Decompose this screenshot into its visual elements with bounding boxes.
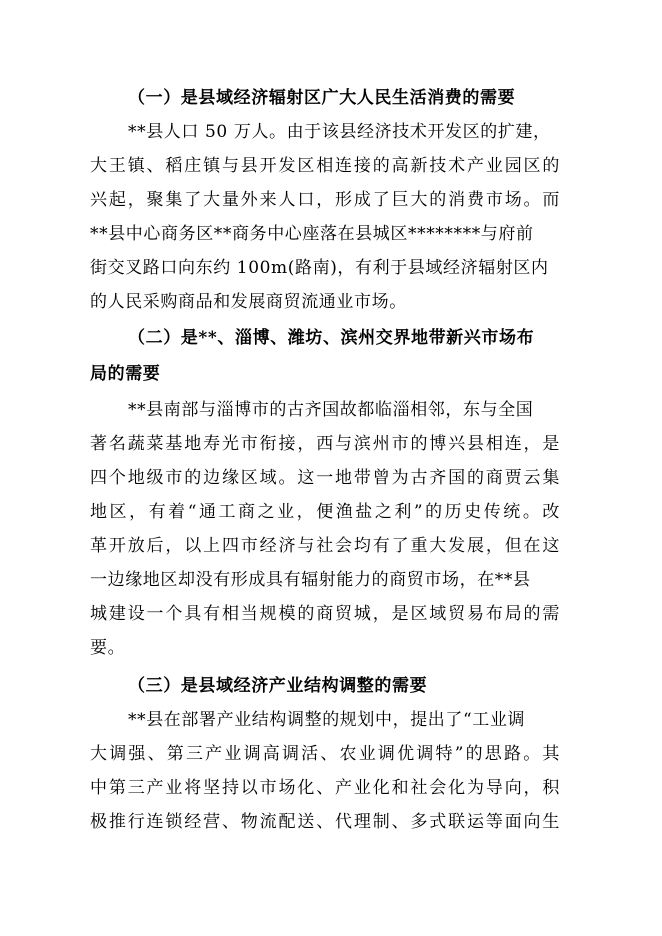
body-line: 街交叉路口向东约 100m(路南)，有利于县域经济辐射区内 bbox=[90, 258, 549, 278]
body-line: 兴起，聚集了大量外来人口，形成了巨大的消费市场。而 bbox=[90, 190, 560, 210]
body-line: 一边缘地区却没有形成具有辐射能力的商贸市场，在**县 bbox=[90, 570, 531, 590]
body-line: 著名蔬菜基地寿光市衔接，西与滨州市的博兴县相连，是 bbox=[90, 434, 560, 454]
section-heading-3: （三）是县域经济产业结构调整的需要 bbox=[128, 676, 428, 696]
body-line: 四个地级市的边缘区域。这一地带曾为古齐国的商贾云集 bbox=[90, 468, 560, 488]
body-line: 大王镇、稻庄镇与县开发区相连接的高新技术产业园区的 bbox=[90, 156, 560, 176]
section-heading-2-continued: 局的需要 bbox=[90, 364, 161, 384]
body-line: 的人民采购商品和发展商贸流通业市场。 bbox=[90, 292, 407, 312]
section-heading-1: （一）是县域经济辐射区广大人民生活消费的需要 bbox=[128, 88, 516, 108]
body-line: 地区，有着“通工商之业，便渔盐之利”的历史传统。改 bbox=[90, 502, 560, 522]
body-line: **县南部与淄博市的古齐国故都临淄相邻，东与全国 bbox=[128, 400, 534, 420]
body-line: 大调强、第三产业调高调活、农业调优调特”的思路。其 bbox=[90, 744, 560, 764]
body-line: 极推行连锁经营、物流配送、代理制、多式联运等面向生 bbox=[90, 812, 560, 832]
body-line: 革开放后，以上四市经济与社会均有了重大发展，但在这 bbox=[90, 536, 560, 556]
body-line: 中第三产业将坚持以市场化、产业化和社会化为导向，积 bbox=[90, 778, 560, 798]
section-heading-2: （二）是**、淄博、潍坊、滨州交界地带新兴市场布 bbox=[128, 328, 535, 348]
body-line: **县人口 50 万人。由于该县经济技术开发区的扩建， bbox=[128, 122, 551, 142]
body-line: **县中心商务区**商务中心座落在县城区********与府前 bbox=[90, 224, 534, 244]
body-line: 要。 bbox=[90, 638, 126, 658]
body-line: 城建设一个具有相当规模的商贸城，是区域贸易布局的需 bbox=[90, 604, 560, 624]
body-line: **县在部署产业结构调整的规划中，提出了“工业调 bbox=[128, 710, 526, 730]
